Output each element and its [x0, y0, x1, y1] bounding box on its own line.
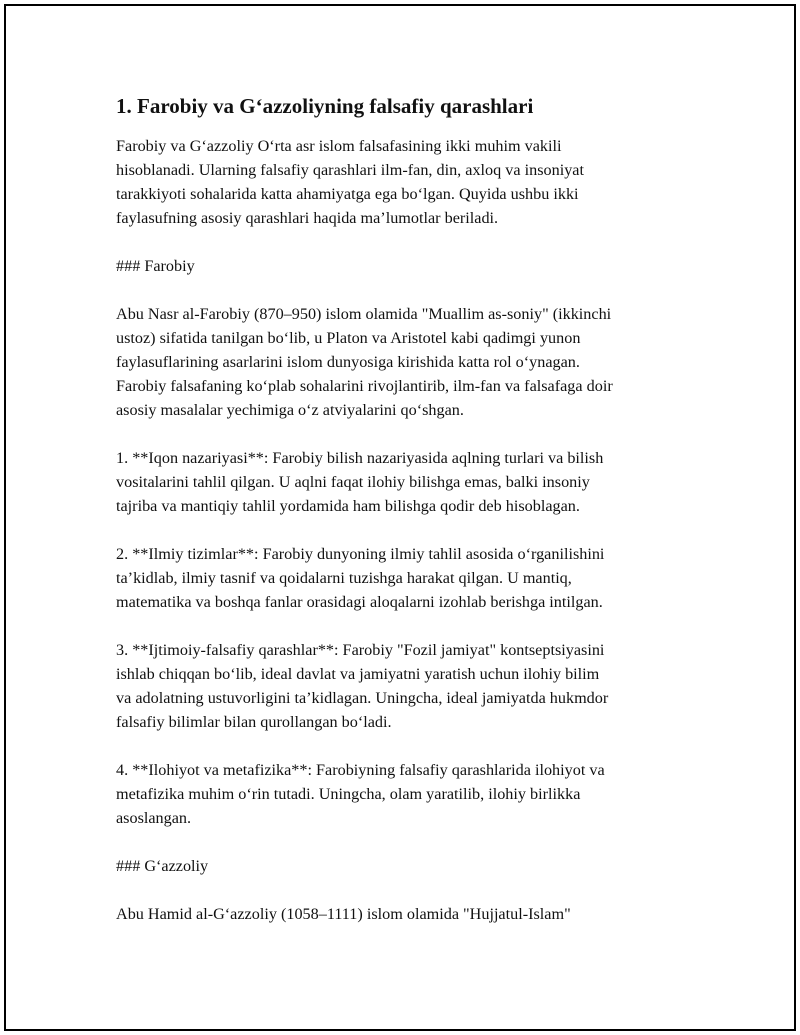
section-heading-gazzoliy: ### G‘azzoliy: [116, 857, 209, 875]
list-item-ijtimoiy-falsafiy: 3. **Ijtimoiy-falsafiy qarashlar**: Farobiy "Fozil jamiyat" kontseptsiyasini ishlab chiqqan bo‘lib, ideal davlat va jamiyatni yaratish uchun ilohiy bilim va adolatning ustuvorligini ta’kidlagan. Uningcha, ideal jamiyatda hukmdor falsafiy bilimlar bilan qurollangan bo‘ladi.: [116, 641, 609, 731]
intro-paragraph: Farobiy va G‘azzoliy O‘rta asr islom falsafasining ikki muhim vakili hisoblanadi. Ularning falsafiy qarashlari ilm-fan, din, axloq va insoniyat tarakkiyoti sohalarida katta ahamiyatga ega bo‘lgan. Quyida ushbu ikki faylasufning asosiy qarashlari haqida ma’lumotlar beriladi.: [116, 137, 584, 227]
document-title: 1. Farobiy va G‘azzoliyning falsafiy qarashlari: [116, 94, 534, 118]
gazzoliy-intro-paragraph: Abu Hamid al-G‘azzoliy (1058–1111) islom olamida "Hujjatul-Islam": [116, 905, 571, 923]
document-body: [116, 92, 688, 926]
section-heading-farobiy: ### Farobiy: [116, 257, 195, 275]
list-item-iqon-nazariyasi: 1. **Iqon nazariyasi**: Farobiy bilish nazariyasida aqlning turlari va bilish vositalarini tahlil qilgan. U aqlni faqat ilohiy bilishga emas, balki insoniy tajriba va mantiqiy tahlil yordamida ham bilishga qodir deb hisoblagan.: [116, 449, 604, 515]
farobiy-intro-paragraph: Abu Nasr al-Farobiy (870–950) islom olamida "Muallim as-soniy" (ikkinchi ustoz) sifatida tanilgan bo‘lib, u Platon va Aristotel kabi qadimgi yunon faylasuflarining asarlarini islom dunyosiga kirishida katta rol o‘ynagan. Farobiy falsafaning ko‘plab sohalarini rivojlantirib, ilm-fan va falsafaga doir asosiy masalalar yechimiga o‘z atviyalarini qo‘shgan.: [116, 305, 613, 419]
list-item-ilmiy-tizimlar: 2. **Ilmiy tizimlar**: Farobiy dunyoning ilmiy tahlil asosida o‘rganilishini ta’kidlab, ilmiy tasnif va qoidalarni tuzishga harakat qilgan. U mantiq, matematika va boshqa fanlar orasidagi aloqalarni izohlab berishga intilgan.: [116, 545, 605, 611]
list-item-ilohiyot-metafizika: 4. **Ilohiyot va metafizika**: Farobiyning falsafiy qarashlarida ilohiyot va metafizika muhim o‘rin tutadi. Uningcha, olam yaratilib, ilohiy birlikka asoslangan.: [116, 761, 605, 827]
